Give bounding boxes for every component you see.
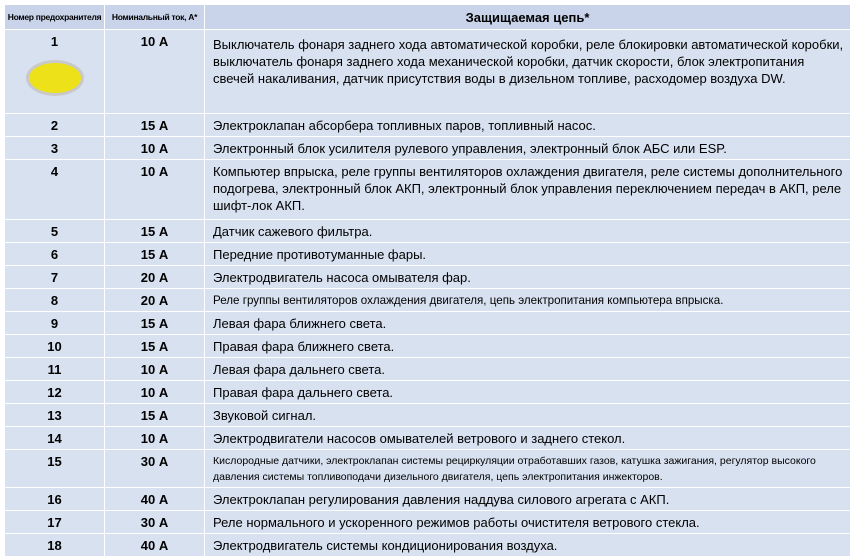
table-header-row xyxy=(5,5,851,30)
fuse-number-cell: 15 xyxy=(5,450,105,488)
circuit-cell: Левая фара дальнего света. xyxy=(205,358,851,381)
circuit-cell: Датчик сажевого фильтра. xyxy=(205,220,851,243)
current-cell: 15 А xyxy=(105,114,205,137)
fuse-number-cell: 7 xyxy=(5,266,105,289)
circuit-cell: Реле группы вентиляторов охлаждения двигателя, цепь электропитания компьютера впрыска. xyxy=(205,289,851,312)
fuse-number-cell: 12 xyxy=(5,381,105,404)
current-cell: 10 А xyxy=(105,427,205,450)
table-row xyxy=(5,381,851,404)
circuit-cell: Звуковой сигнал. xyxy=(205,404,851,427)
table-row xyxy=(5,358,851,381)
circuit-cell: Электронный блок усилителя рулевого управления, электронный блок АБС или ESP. xyxy=(205,137,851,160)
fuse-number-cell: 11 xyxy=(5,358,105,381)
table-row xyxy=(5,30,851,114)
current-cell: 10 А xyxy=(105,381,205,404)
fuse-number-cell: 2 xyxy=(5,114,105,137)
current-cell: 20 А xyxy=(105,289,205,312)
circuit-cell: Электроклапан абсорбера топливных паров, топливный насос. xyxy=(205,114,851,137)
table-row xyxy=(5,220,851,243)
fuse-table-container xyxy=(4,4,850,557)
fuse-number: 1 xyxy=(50,34,59,49)
current-cell: 15 А xyxy=(105,312,205,335)
circuit-cell: Левая фара ближнего света. xyxy=(205,312,851,335)
circuit-cell: Выключатель фонаря заднего хода автоматической коробки, реле блокировки автоматической коробки, выключатель фонаря заднего хода механической коробки, датчик скорости, блок электропитания свечей накаливания, датчик присутствия воды в дизельном топливе, расходомер воздуха DW. xyxy=(205,30,851,114)
circuit-cell: Электродвигатели насосов омывателей ветрового и заднего стекол. xyxy=(205,427,851,450)
highlight-circle-icon xyxy=(26,60,84,96)
fuse-number-cell: 9 xyxy=(5,312,105,335)
table-row xyxy=(5,160,851,220)
table-row xyxy=(5,312,851,335)
fuse-number-cell: 8 xyxy=(5,289,105,312)
current-cell: 15 А xyxy=(105,243,205,266)
fuse-number-cell: 13 xyxy=(5,404,105,427)
current-cell: 10 А xyxy=(105,160,205,220)
fuse-number-cell: 5 xyxy=(5,220,105,243)
table-row xyxy=(5,404,851,427)
fuse-number-cell xyxy=(5,30,105,114)
table-row xyxy=(5,534,851,557)
fuse-number-cell: 17 xyxy=(5,511,105,534)
circuit-cell: Компьютер впрыска, реле группы вентиляторов охлаждения двигателя, реле системы дополнительного подогрева, электронный блок АКП, электронный блок управления переключением передач в АКП, реле шифт-лок АКП. xyxy=(205,160,851,220)
table-row xyxy=(5,137,851,160)
current-cell: 30 А xyxy=(105,511,205,534)
current-cell: 40 А xyxy=(105,534,205,557)
table-row xyxy=(5,427,851,450)
circuit-cell: Электроклапан регулирования давления наддува силового агрегата с АКП. xyxy=(205,488,851,511)
fuse-number-cell: 3 xyxy=(5,137,105,160)
circuit-cell: Передние противотуманные фары. xyxy=(205,243,851,266)
fuse-number-cell: 16 xyxy=(5,488,105,511)
circuit-cell: Электродвигатель системы кондиционирования воздуха. xyxy=(205,534,851,557)
table-row xyxy=(5,289,851,312)
current-cell: 10 А xyxy=(105,358,205,381)
circuit-cell: Правая фара дальнего света. xyxy=(205,381,851,404)
table-row xyxy=(5,450,851,488)
circuit-cell: Электродвигатель насоса омывателя фар. xyxy=(205,266,851,289)
circuit-cell: Реле нормального и ускоренного режимов работы очистителя ветрового стекла. xyxy=(205,511,851,534)
circuit-cell: Правая фара ближнего света. xyxy=(205,335,851,358)
table-row xyxy=(5,243,851,266)
table-row xyxy=(5,488,851,511)
table-row xyxy=(5,266,851,289)
fuse-number-cell: 18 xyxy=(5,534,105,557)
table-row xyxy=(5,335,851,358)
header-rated-current: Номинальный ток, А* xyxy=(105,5,205,30)
current-cell: 20 А xyxy=(105,266,205,289)
current-cell: 30 А xyxy=(105,450,205,488)
current-cell: 15 А xyxy=(105,404,205,427)
fuse-number-cell: 6 xyxy=(5,243,105,266)
current-cell: 15 А xyxy=(105,220,205,243)
current-cell: 40 А xyxy=(105,488,205,511)
fuse-number-cell: 10 xyxy=(5,335,105,358)
header-fuse-number: Номер предохранителя xyxy=(5,5,105,30)
table-row xyxy=(5,114,851,137)
header-protected-circuit: Защищаемая цепь* xyxy=(205,5,851,30)
current-cell: 15 А xyxy=(105,335,205,358)
circuit-cell: Кислородные датчики, электроклапан системы рециркуляции отработавших газов, катушка зажигания, регулятор высокого давления системы топливоподачи дизельного двигателя, цепь электропитания инжекторов. xyxy=(205,450,851,488)
current-cell: 10 А xyxy=(105,30,205,114)
fuse-number-cell: 14 xyxy=(5,427,105,450)
current-cell: 10 А xyxy=(105,137,205,160)
fuse-number-cell: 4 xyxy=(5,160,105,220)
fuse-table xyxy=(4,4,851,557)
table-row xyxy=(5,511,851,534)
